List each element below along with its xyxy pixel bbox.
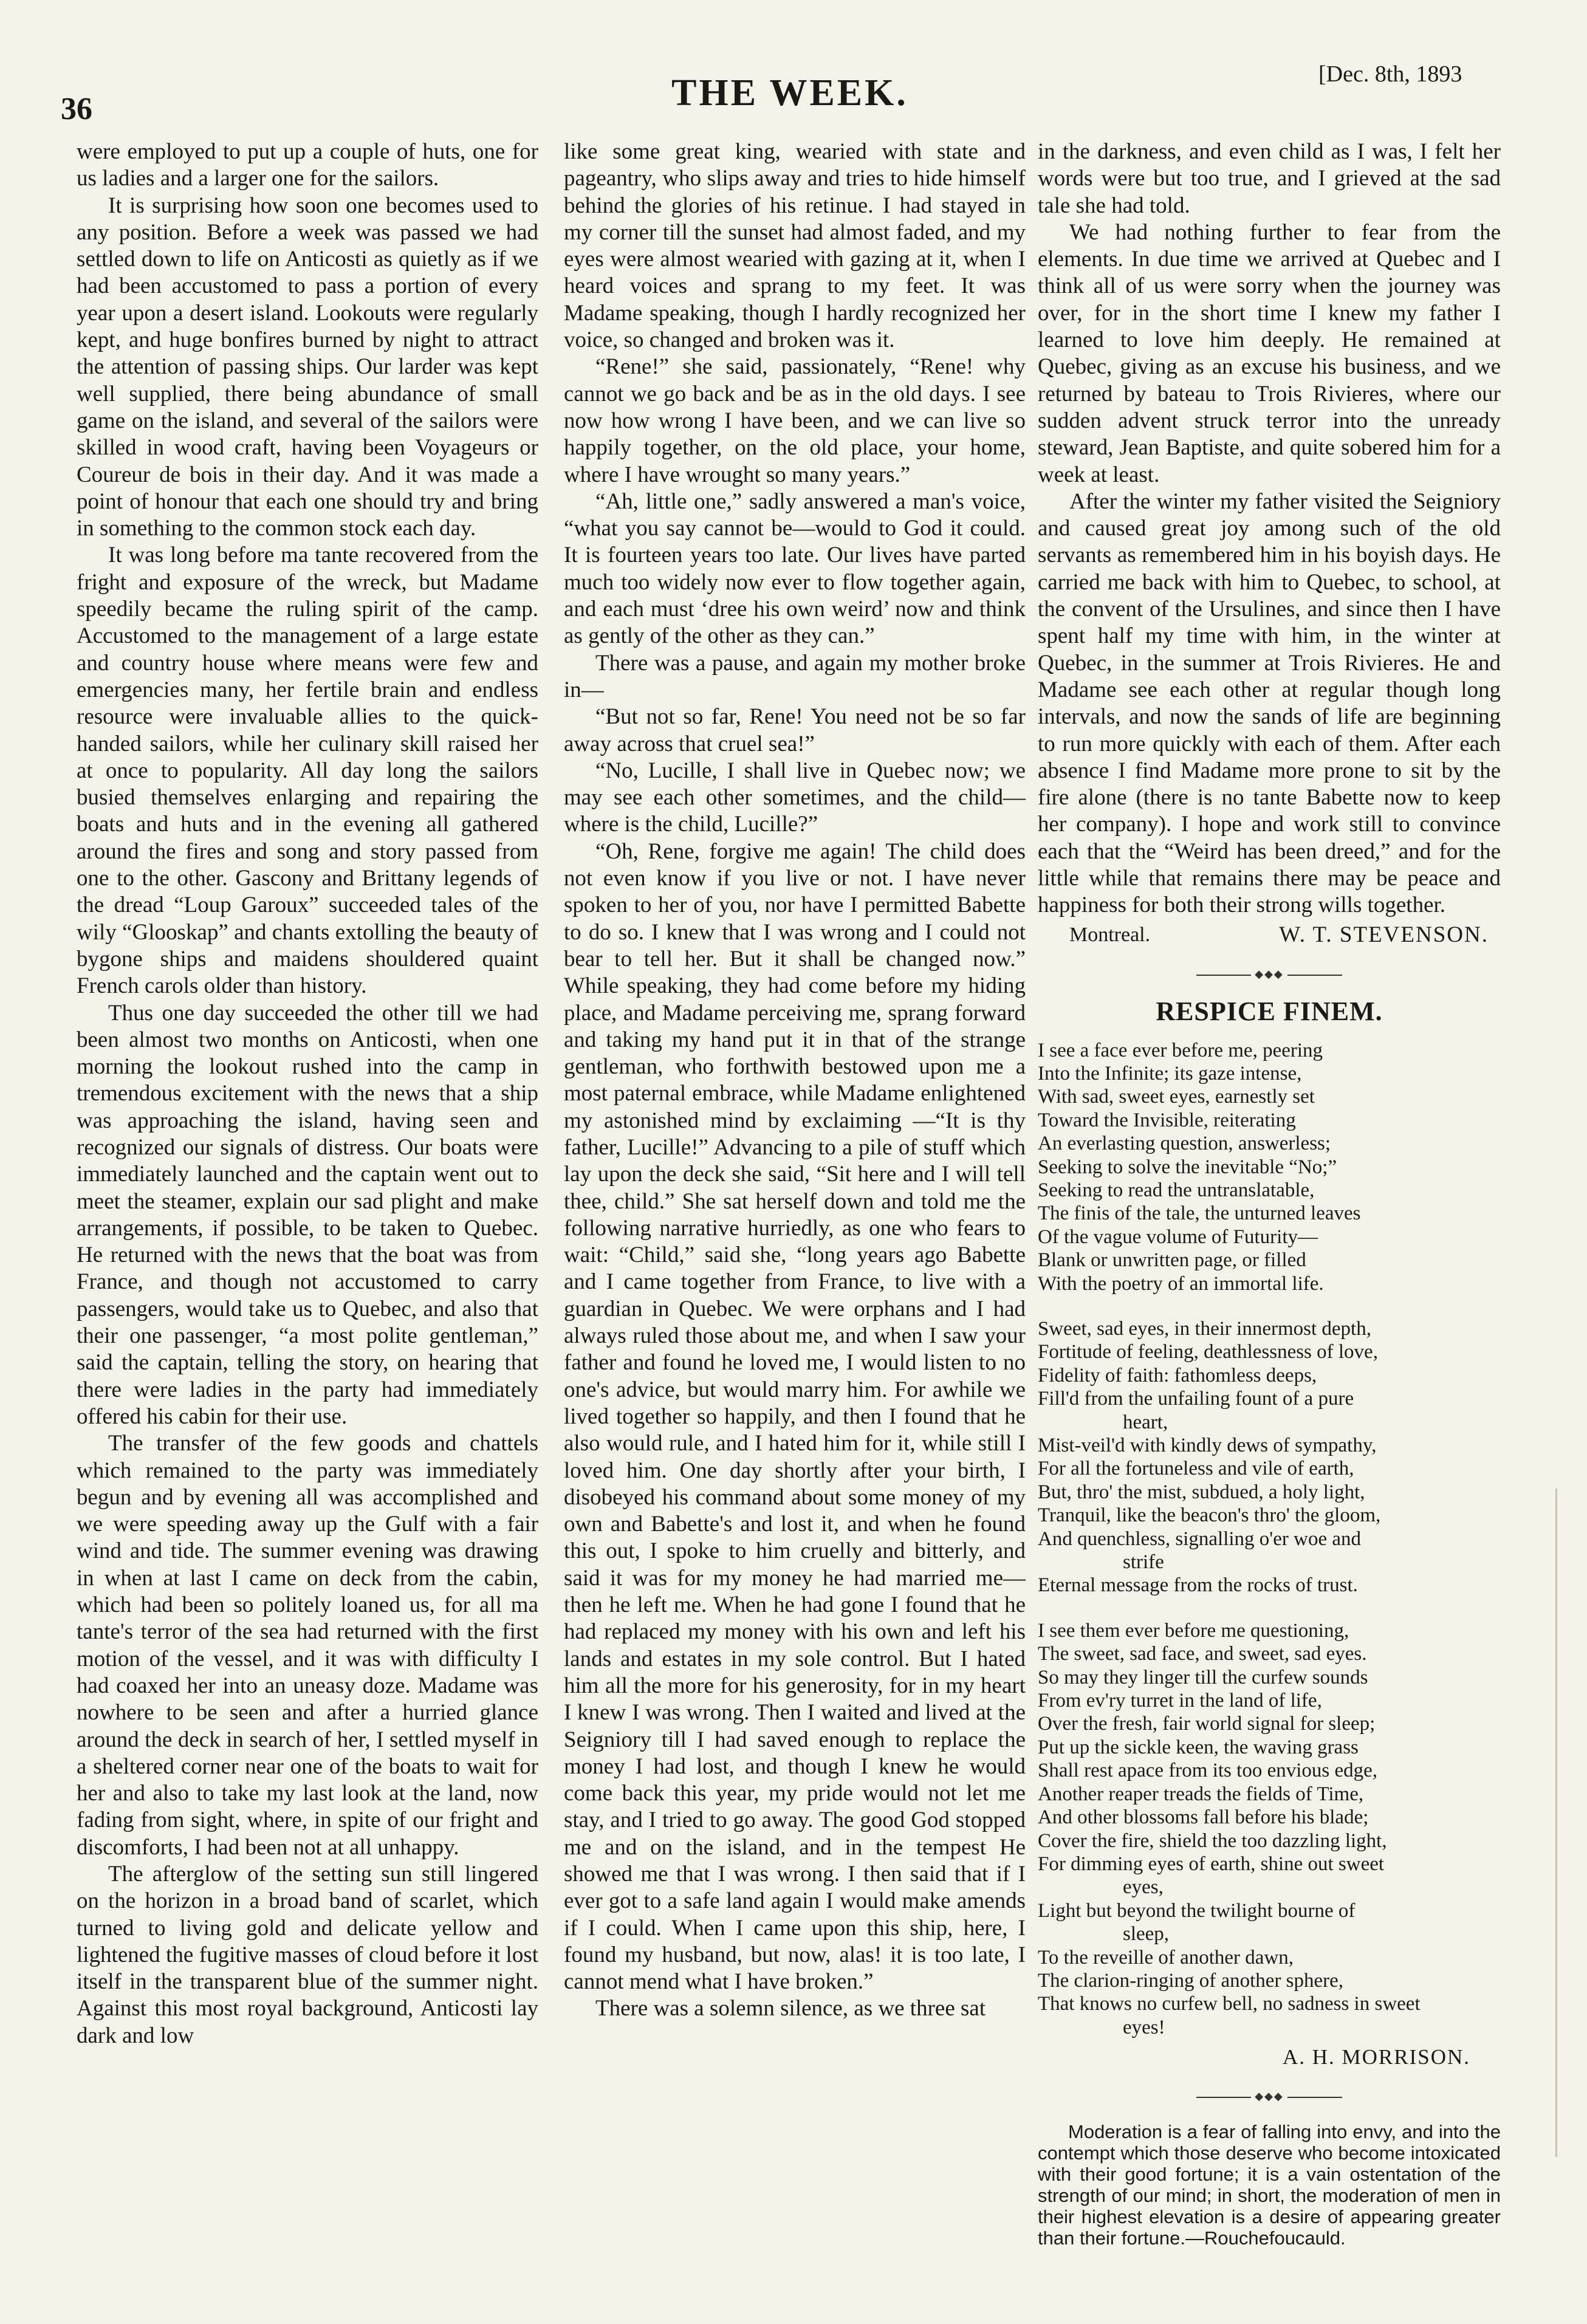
poem xyxy=(1038,1039,1501,2040)
poem-line: To the reveille of another dawn, xyxy=(1038,1946,1294,1969)
poem-line: Tranquil, like the beacon's thro' the gloom, xyxy=(1038,1504,1381,1527)
poem-author: A. H. MORRISON. xyxy=(1282,2045,1470,2069)
paragraph: in the darkness, and even child as I was, I felt her words were but too true, and I grieved at the sad tale she had told. xyxy=(1038,139,1501,218)
page-edge-shadow xyxy=(1555,1489,1557,2157)
text-column-2 xyxy=(564,139,1026,2023)
signature-place: Montreal. xyxy=(1069,923,1151,946)
maxim-text: Moderation is a fear of falling into envy, and into the contempt which those deserve who become intoxicated with their good fortune; it is a vain ostentation of the strength of our mind; in short, the moderation of men in their highest elevation is a desire of appearing greater than their fortune.—Rouchefoucauld. xyxy=(1038,2120,1501,2249)
paragraph: Thus one day succeeded the other till we had been almost two months on Anticosti, when one morning the lookout rushed into the camp in tremendous excitement with the news that a ship was approaching the island, having seen and recognized our signals of distress. Our boats were immediately launched and the captain went out to meet the steamer, explain our sad plight and make arrangements, if possible, to be taken to Quebec. He returned with the news that the boat was from France, and though not accustomed to carry passengers, would take us to Quebec, and also that their one passenger, “a most polite gentleman,” said the captain, telling the story, on hearing that there were ladies in the party had immediately offered his cabin for their use. xyxy=(77,1000,538,1429)
page-number: 36 xyxy=(61,92,92,126)
poem-line: I see a face ever before me, peering xyxy=(1038,1039,1323,1061)
paragraph: It was long before ma tante recovered from the fright and exposure of the wreck, but Madame speedily became the ruling spirit of the camp. Accustomed to the management of a large estate and country house where means were few and emergencies many, her fertile brain and endless resource were invaluable allies to the quick-handed sailors, while her culinary skill raised her at once to popularity. All day long the sailors busied themselves enlarging and repairing the boats and huts and in the evening all gathered around the fires and song and story passed from one to the other. Gascony and Brittany legends of the dread “Loup Garoux” succeeded tales of the wily “Glooskap” and chants extolling the beauty of bygone ships and maidens shouldered quaint French carols older than history. xyxy=(77,543,538,999)
text-column-3 xyxy=(1038,139,1501,2249)
poem-line: With the poetry of an immortal life. xyxy=(1038,1272,1324,1295)
paragraph: like some great king, wearied with state and pageantry, who slips away and tries to hide himself behind the glories of his retinue. I had stayed in my corner till the sunset had almost faded, and my eyes were almost wearied with gazing at it, when I heard voices and sprang to my feet. It was Madame speaking, though I hardly recognized her voice, so changed and broken was it. xyxy=(564,139,1026,353)
poem-line: Light but beyond the twilight bourne of xyxy=(1038,1899,1356,1922)
paragraph: We had nothing further to fear from the elements. In due time we arrived at Quebec and I think all of us were sorry when the journey was over, for in the short time I knew my father I learned to love him deeply. He remained at Quebec, giving as an excuse his business, and we returned by bateau to Trois Rivieres, where our sudden advent struck terror into the unready steward, Jean Baptiste, and quite sobered him for a week at least. xyxy=(1038,219,1501,487)
poem-line: eyes! xyxy=(1123,2016,1165,2038)
poem-line: Fortitude of feeling, deathlessness of love, xyxy=(1038,1341,1378,1363)
poem-line: heart, xyxy=(1123,1411,1168,1433)
paragraph: After the winter my father visited the Seigniory and caused great joy among such of the old servants as remembered him in his boyish days. He carried me back with him to Quebec, to school, at the convent of the Ursulines, and since then I have spent half my time with him, in the winter at Quebec, in the summer at Trois Rivieres. He and Madame see each other at regular though long intervals, and now the sands of life are beginning to run more quickly with each of them. After each absence I find Madame more prone to sit by the fire alone (there is no tante Babette now to keep her company). I hope and work still to convince each that the “Weird has been dreed,” and for the little while that remains there may be peace and happiness for both their strong wills together. xyxy=(1038,488,1501,918)
poem-title: RESPICE FINEM. xyxy=(1156,996,1383,1027)
paragraph: It is surprising how soon one becomes used to any position. Before a week was passed we had settled down to life on Anticosti as quietly as if we had been accustomed to pass a portion of every year upon a desert island. Lookouts were regularly kept, and huge bonfires burned by night to attract the attention of passing ships. Our larder was kept well supplied, there being abundance of small game on the island, and several of the sailors were skilled in wood craft, having been Voyageurs or Coureur de bois in their day. And it was made a point of honour that each one should try and bring in something to the common stock each day. xyxy=(77,193,538,541)
poem-line: Over the fresh, fair world signal for sleep; xyxy=(1038,1713,1376,1735)
poem-line: Put up the sickle keen, the waving grass xyxy=(1038,1736,1359,1758)
poem-stanza-1 xyxy=(1038,1039,1501,1295)
paragraph: There was a pause, and again my mother broke in— xyxy=(564,650,1026,702)
poem-line: The finis of the tale, the unturned leaves xyxy=(1038,1202,1361,1225)
masthead-title: THE WEEK. xyxy=(671,72,908,114)
poem-line: The clarion-ringing of another sphere, xyxy=(1038,1969,1344,1992)
poem-line: Toward the Invisible, reiterating xyxy=(1038,1109,1296,1131)
poem-line: Sweet, sad eyes, in their innermost depth, xyxy=(1038,1317,1371,1340)
section-divider: ◆◆◆ xyxy=(1038,961,1501,987)
poem-line: Seeking to solve the inevitable “No;” xyxy=(1038,1156,1337,1178)
poem-line: Shall rest apace from its too envious edge, xyxy=(1038,1760,1378,1782)
poem-line: For dimming eyes of earth, shine out sweet xyxy=(1038,1853,1385,1875)
poem-stanza-3 xyxy=(1038,1619,1501,2039)
poem-line: Of the vague volume of Futurity— xyxy=(1038,1225,1318,1248)
poem-line: Blank or unwritten page, or filled xyxy=(1038,1249,1306,1272)
story-signature xyxy=(1038,922,1501,948)
poem-line: Cover the fire, shield the too dazzling light, xyxy=(1038,1829,1387,1852)
maxim-quote xyxy=(1038,2121,1501,2249)
poem-line: For all the fortuneless and vile of earth, xyxy=(1038,1458,1354,1480)
section-divider: ◆◆◆ xyxy=(1038,2083,1501,2110)
poem-line: An everlasting question, answerless; xyxy=(1038,1133,1331,1155)
signature-author: W. T. STEVENSON. xyxy=(1279,922,1489,947)
page-header xyxy=(0,0,1587,140)
poem-line: Mist-veil'd with kindly dews of sympathy, xyxy=(1038,1435,1377,1456)
text-column-1 xyxy=(77,139,538,2049)
poem-line: From ev'ry turret in the land of life, xyxy=(1038,1690,1322,1712)
poem-line: Into the Infinite; its gaze intense, xyxy=(1038,1062,1302,1085)
poem-line: The sweet, sad face, and sweet, sad eyes. xyxy=(1038,1643,1367,1665)
poem-line: Another reaper treads the fields of Time, xyxy=(1038,1783,1364,1805)
paragraph: “Oh, Rene, forgive me again! The child does not even know if you live or not. I have never spoken to her of you, nor have I permitted Babette to do so. I knew that I was wrong and I could not bear to tell her. But it shall be changed now.” While speaking, they had come before my hiding place, and Madame perceiving me, sprang forward and taking my hand put it in that of the strange gentleman, who forthwith bestowed upon me a most paternal embrace, while Madame enlightened my astonished mind by exclaiming —“It is thy father, Lucille!” Advancing to a pile of stuff which lay upon the deck she said, “Sit here and I will tell thee, child.” She sat herself down and told me the following narrative hurriedly, as one who fears to wait: “Child,” said she, “long years ago Babette and I came together from France, to live with a guardian in Quebec. We were orphans and I had always ruled those about me, and when I saw your father and found he loved me, I would listen to no one's advice, but would marry him. For awhile we lived together so happily, and then I found that he also would rule, and I hated him for it, while still I loved him. One day shortly after your birth, I disobeyed his command about some money of my own and Babette's and lost it, and when he found this out, I spoke to him cruelly and bitterly, and said it was for my money he had married me—then he left me. When he had gone I found that he had replaced my money with his own and left his lands and estates in my sole control. But I hated him all the more for his generosity, for in my heart I knew I was wrong. Then I waited and lived at the Seigniory till I had saved enough to replace the money I had lost, and though I knew he would come back this year, my pride would not let me stay, and I tried to go away. The good God stopped me and on the island, and in the tempest He showed me that I was wrong. I then said that if I ever got to a safe land again I would make amends if I could. When I came upon this ship, here, I found my husband, but now, alas! it is too late, I cannot mend what I have broken.” xyxy=(564,838,1026,1995)
poem-line: sleep, xyxy=(1123,1923,1170,1945)
poem-line: I see them ever before me questioning, xyxy=(1038,1619,1349,1642)
poem-line: And other blossoms fall before his blade; xyxy=(1038,1806,1369,1829)
paragraph: There was a solemn silence, as we three sat xyxy=(595,1996,986,2021)
paragraph: “No, Lucille, I shall live in Quebec now; we may see each other sometimes, and the child—where is the child, Lucille?” xyxy=(564,758,1026,837)
poem-line: strife xyxy=(1123,1551,1164,1574)
poem-line: So may they linger till the curfew sounds xyxy=(1038,1666,1368,1688)
poem-line: Fidelity of faith: fathomless deeps, xyxy=(1038,1364,1317,1387)
poem-line: eyes, xyxy=(1123,1876,1164,1899)
poem-line: And quenchless, signalling o'er woe and xyxy=(1038,1527,1361,1550)
paragraph: “Rene!” she said, passionately, “Rene! why cannot we go back and be as in the old days. I see now how wrong I have been, and we can live so happily together, on the old place, your home, where I have wrought so many years.” xyxy=(564,354,1026,487)
paragraph: The afterglow of the setting sun still lingered on the horizon in a broad band of scarlet, which turned to living gold and delicate yellow and lightened the fugitive masses of cloud before it lost itself in the transparent blue of the summer night. Against this most royal background, Anticosti lay dark and low xyxy=(77,1862,538,2048)
poem-line: But, thro' the mist, subdued, a holy light, xyxy=(1038,1481,1365,1503)
poem-line: Fill'd from the unfailing fount of a pure xyxy=(1038,1388,1354,1410)
poem-stanza-2 xyxy=(1038,1317,1501,1597)
issue-date: [Dec. 8th, 1893 xyxy=(1318,61,1462,87)
poem-line: Seeking to read the untranslatable, xyxy=(1038,1179,1315,1201)
poem-line: Eternal message from the rocks of trust. xyxy=(1038,1574,1358,1597)
poem-line: That knows no curfew bell, no sadness in sweet xyxy=(1038,1993,1421,2015)
paragraph: were employed to put up a couple of huts, one for us ladies and a larger one for the sailors. xyxy=(77,139,538,191)
paragraph: The transfer of the few goods and chattels which remained to the party was immediately begun and by evening all was accomplished and we were speeding away up the Gulf with a fair wind and tide. The summer evening was drawing in when at last I came on deck from the cabin, which had been so politely loaned us, for all ma tante's terror of the sea had returned with the first motion of the vessel, and it was with difficulty I had coaxed her into an uneasy doze. Madame was nowhere to be seen and after a hurried glance around the deck in search of her, I settled myself in a sheltered corner near one of the boats to wait for her and also to take my last look at the land, now fading from sight, where, in spite of our fright and discomforts, I had been not at all unhappy. xyxy=(77,1431,538,1860)
poem-line: With sad, sweet eyes, earnestly set xyxy=(1038,1086,1315,1108)
paragraph: “Ah, little one,” sadly answered a man's voice, “what you say cannot be—would to God it could. It is fourteen years too late. Our lives have parted much too widely now ever to flow together again, and each must ‘dree his own weird’ now and think as gently of the other as they can.” xyxy=(564,488,1026,649)
paragraph: “But not so far, Rene! You need not be so far away across that cruel sea!” xyxy=(564,704,1026,756)
